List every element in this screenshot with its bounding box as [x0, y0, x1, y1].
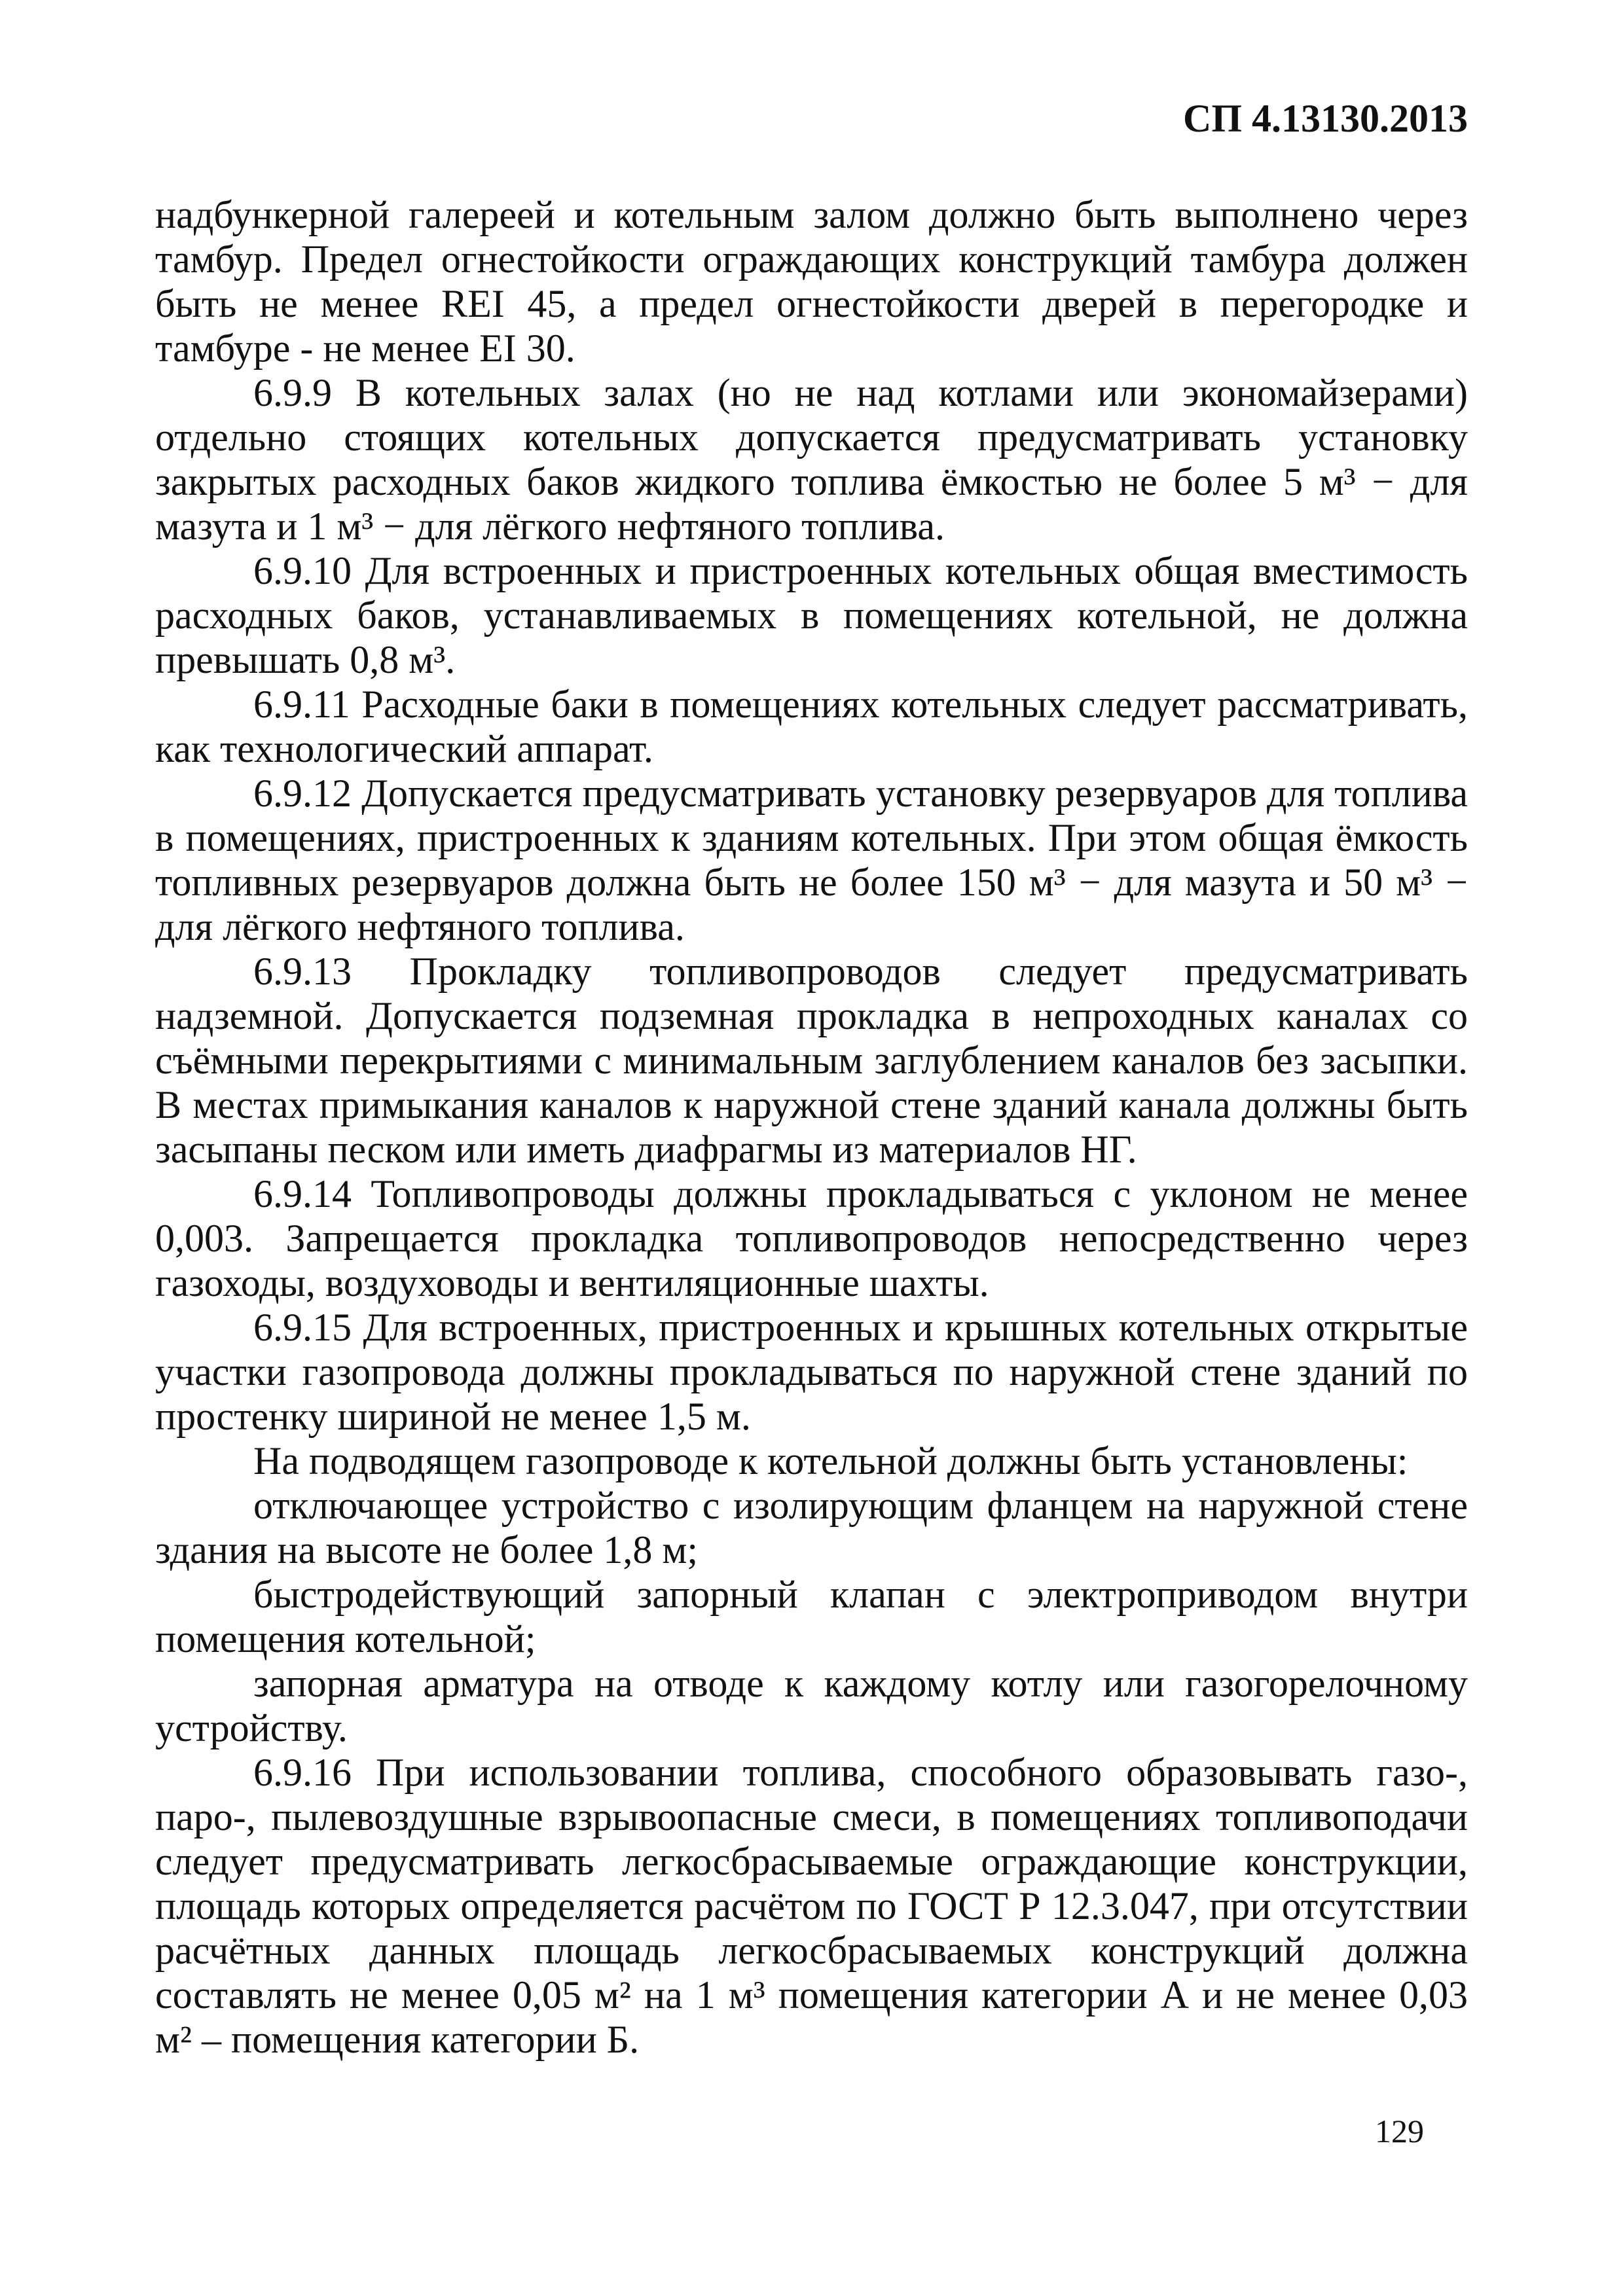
- document-body: [155, 192, 1468, 2062]
- clause-6-9-13: 6.9.13 Прокладку топливопроводов следует предусматривать надземной. Допускается подземная прокладка в непроходных каналах со съёмными перекрытиями с минимальным заглублением каналов без засыпки. В местах примыкания каналов к наружной стене зданий канала должны быть засыпаны песком или иметь диафрагмы из материалов НГ.: [155, 950, 1468, 1171]
- paragraph-continuation: надбункерной галереей и котельным залом должно быть выполнено через тамбур. Предел огнестойкости ограждающих конструкций тамбура должен быть не менее REI 45, а предел огнестойкости дверей в перегородке и тамбуре - не менее EI 30.: [155, 193, 1468, 370]
- clause-6-9-9: 6.9.9 В котельных залах (но не над котлами или экономайзерами) отдельно стоящих котельных допускается предусматривать установку закрытых расходных баков жидкого топлива ёмкостью не более 5 м³ − для мазута и 1 м³ − для лёгкого нефтяного топлива.: [155, 371, 1468, 548]
- clause-6-9-15: 6.9.15 Для встроенных, пристроенных и крышных котельных открытые участки газопровода должны прокладываться по наружной стене зданий по простенку шириной не менее 1,5 м.: [155, 1306, 1468, 1438]
- gas-pipeline-intro: На подводящем газопроводе к котельной должны быть установлены:: [253, 1439, 1408, 1482]
- list-item-shutoff-fittings: запорная арматура на отводе к каждому котлу или газогорелочному устройству.: [155, 1662, 1468, 1749]
- document-code-header: СП 4.13130.2013: [1183, 97, 1468, 140]
- clause-6-9-14: 6.9.14 Топливопроводы должны прокладываться с уклоном не менее 0,003. Запрещается прокладка топливопроводов непосредственно через газоходы, воздуховоды и вентиляционные шахты.: [155, 1172, 1468, 1304]
- clause-6-9-10: 6.9.10 Для встроенных и пристроенных котельных общая вместимость расходных баков, устанавливаемых в помещениях котельной, не должна превышать 0,8 м³.: [155, 549, 1468, 681]
- list-item-fast-valve: быстродействующий запорный клапан с электроприводом внутри помещения котельной;: [155, 1573, 1468, 1660]
- clause-6-9-12: 6.9.12 Допускается предусматривать установку резервуаров для топлива в помещениях, пристроенных к зданиям котельных. При этом общая ёмкость топливных резервуаров должна быть не более 150 м³ − для мазута и 50 м³ − для лёгкого нефтяного топлива.: [155, 772, 1468, 948]
- list-item-shutoff-device: отключающее устройство с изолирующим фланцем на наружной стене здания на высоте не более 1,8 м;: [155, 1484, 1468, 1571]
- clause-6-9-11: 6.9.11 Расходные баки в помещениях котельных следует рассматривать, как технологический аппарат.: [155, 683, 1468, 770]
- page-number: 129: [1375, 2113, 1424, 2149]
- clause-6-9-16: 6.9.16 При использовании топлива, способного образовывать газо-, паро-, пылевоздушные взрывоопасные смеси, в помещениях топливоподачи следует предусматривать легкосбрасываемые ограждающие конструкции, площадь которых определяется расчётом по ГОСТ Р 12.3.047, при отсутствии расчётных данных площадь легкосбрасываемых конструкций должна составлять не менее 0,05 м² на 1 м³ помещения категории А и не менее 0,03 м² – помещения категории Б.: [155, 1751, 1468, 2061]
